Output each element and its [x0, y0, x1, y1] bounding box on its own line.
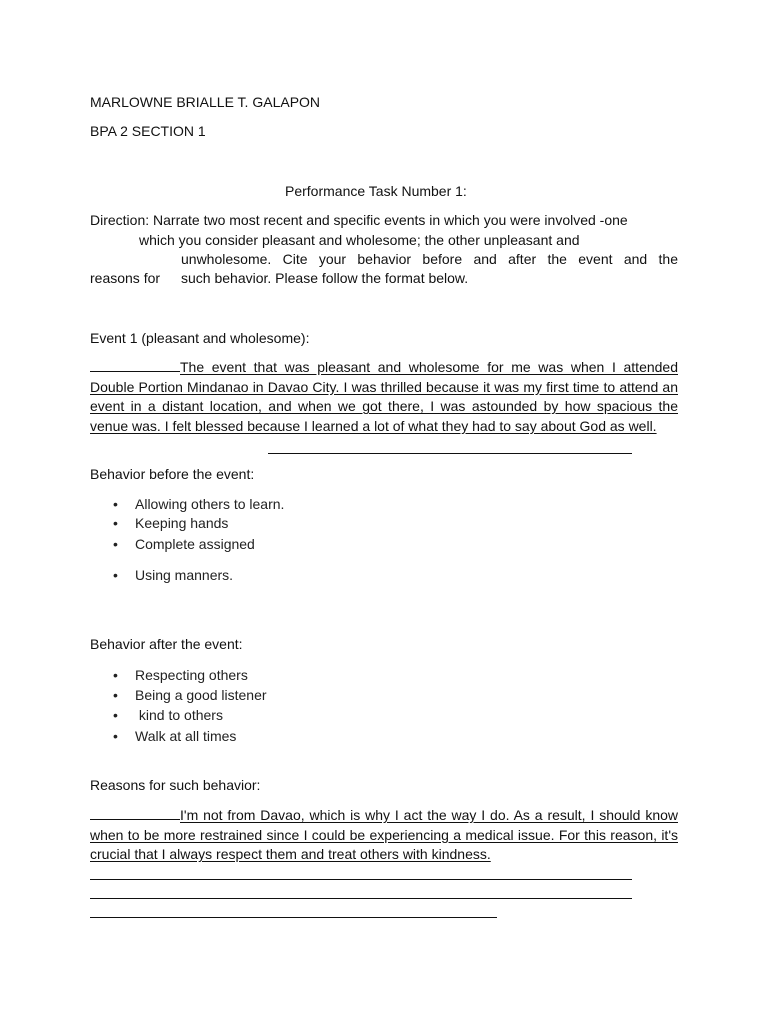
blank-answer-line	[90, 898, 632, 899]
fill-line	[268, 453, 632, 454]
indent-underline	[90, 357, 180, 372]
event1-narrative	[90, 357, 678, 436]
reasons-narrative-text: I'm not from Davao, which is why I act the way I do. As a result, I should know when to be more restrained since I could be experiencing a medical issue. For this reason, it's crucial that I always respect them and treat others with kindness.	[90, 807, 678, 862]
before-heading: Behavior before the event:	[90, 466, 255, 482]
event1-narrative-text: The event that was pleasant and wholesome for me was when I attended Double Portion Mindanao in Davao City. I was thrilled because it was my first time to attend an event in a distant location, and when we got there, I was astounded by how spacious the venue was. I felt blessed because I learned a lot of what they had to say about God as well.	[90, 359, 678, 434]
direction-line-3: unwholesome. Cite your behavior before and after the event and the	[181, 251, 678, 267]
blank-answer-line	[90, 917, 497, 918]
bullet-icon: •	[113, 515, 118, 531]
bullet-icon: •	[113, 667, 118, 683]
student-name: MARLOWNE BRIALLE T. GALAPON	[90, 94, 321, 110]
reasons-narrative	[90, 805, 678, 865]
direction-line-4b: such behavior. Please follow the format below.	[181, 270, 469, 286]
after-heading: Behavior after the event:	[90, 636, 243, 652]
direction-line-1: Direction: Narrate two most recent and specific events in which you were involved -one	[90, 212, 628, 228]
indent-underline	[90, 805, 180, 820]
blank-answer-line	[90, 879, 632, 880]
bullet-icon: •	[113, 567, 118, 583]
document-page: MARLOWNE BRIALLE T. GALAPON BPA 2 SECTION 1 Performance Task Number 1: Direction: Narrate two most recent and specific events in which you were involved -one which you consider pleasant and wholesome; the other unpleasant and unwholesome. Cite your behavior before and after the event and the reasons for such behavior. Please follow the format below. Event 1 (pleasant and wholesome): The event that was pleasant and wholesome for me was when I attended Double Portion Mindanao in Davao City. I was thrilled because it was my first time to attend an event in a distant location, and when we got there, I was astounded by how spacious the venue was. I felt blessed because I learned a lot of what they had to say about God as well. Behavior before the event: • Allowing others to learn. • Keeping hands • Complete assigned • Using manners. Behavior after the event: • Respecting others • Being a good listener • kind to others • Walk at all times Reasons for such behavior: I'm not from Davao, which is why I act the way I do. As a result, I should know when to be more restrained since I could be experiencing a medical issue. For this reason, it's crucial that I always respect them and treat others with kindness.	[0, 0, 768, 1024]
direction-line-4a: reasons for	[90, 270, 161, 286]
bullet-icon: •	[113, 687, 118, 703]
reasons-heading: Reasons for such behavior:	[90, 777, 261, 793]
direction-line-2: which you consider pleasant and wholesome; the other unpleasant and	[139, 232, 580, 248]
bullet-icon: •	[113, 707, 118, 723]
bullet-icon: •	[113, 728, 118, 744]
bullet-icon: •	[113, 536, 118, 552]
event1-heading: Event 1 (pleasant and wholesome):	[90, 330, 310, 346]
task-title: Performance Task Number 1:	[285, 183, 467, 199]
student-section: BPA 2 SECTION 1	[90, 123, 206, 139]
bullet-icon: •	[113, 496, 118, 512]
